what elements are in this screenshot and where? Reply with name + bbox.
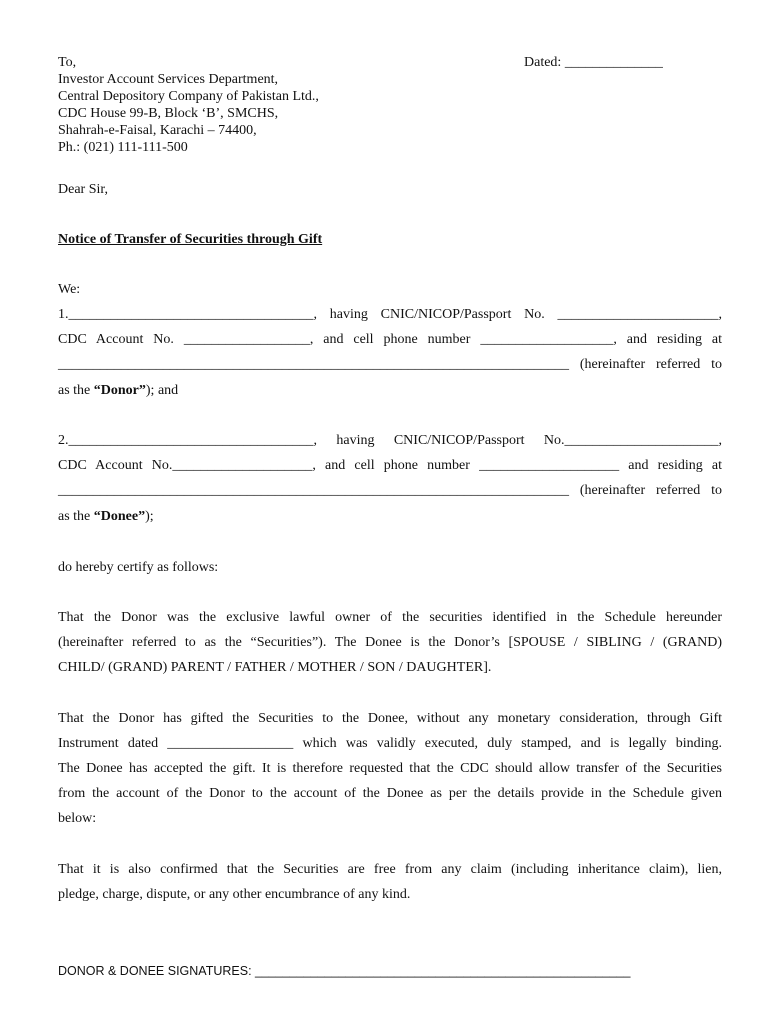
address-line: Investor Account Services Department, <box>58 72 279 87</box>
signatures-line: DONOR & DONEE SIGNATURES: ______________________________________________________ <box>58 964 631 978</box>
addressee-to: To, <box>58 55 77 70</box>
donee-line-2: CDC Account No.____________________, and cell phone number ____________________ and residing at <box>58 458 722 473</box>
para3-line: pledge, charge, dispute, or any other encumbrance of any kind. <box>58 887 411 902</box>
para1-line: CHILD/ (GRAND) PARENT / FATHER / MOTHER / SON / DAUGHTER]. <box>58 660 492 675</box>
para2-line: from the account of the Donor to the account of the Donee as per the details provide in the Schedule given <box>58 786 722 801</box>
address-line: Ph.: (021) 111-111-500 <box>58 140 188 155</box>
para2-line: The Donee has accepted the gift. It is therefore requested that the CDC should allow transfer of the Securities <box>58 761 722 776</box>
address-line: Shahrah-e-Faisal, Karachi – 74400, <box>58 123 257 138</box>
address-line: Central Depository Company of Pakistan Ltd., <box>58 89 319 104</box>
para1-line: That the Donor was the exclusive lawful owner of the securities identified in the Schedule hereunder <box>58 610 722 625</box>
donee-term: “Donee” <box>93 509 146 524</box>
donee-suffix: ); <box>145 509 154 524</box>
para3-line: That it is also confirmed that the Securities are free from any claim (including inheritance claim), lien, <box>58 862 722 877</box>
donee-prefix: as the <box>58 509 94 524</box>
donor-line-4 <box>58 383 178 399</box>
address-line: CDC House 99-B, Block ‘B’, SMCHS, <box>58 106 279 121</box>
donor-line-2: CDC Account No. __________________, and cell phone number ___________________, and residing at <box>58 332 722 347</box>
para1-line: (hereinafter referred to as the “Securities”). The Donee is the Donor’s [SPOUSE / SIBLING / (GRAND) <box>58 635 722 650</box>
salutation: Dear Sir, <box>58 182 108 197</box>
donor-prefix: as the <box>58 383 94 398</box>
donee-line-4 <box>58 509 154 525</box>
donee-line-3: _________________________________________________________________________ (hereinafter referred to <box>58 483 722 498</box>
para2-line: That the Donor has gifted the Securities to the Donee, without any monetary consideration, through Gift <box>58 711 722 726</box>
certify-statement: do hereby certify as follows: <box>58 560 219 575</box>
subject-heading: Notice of Transfer of Securities through Gift <box>58 232 323 247</box>
donor-term: “Donor” <box>93 383 146 398</box>
donee-line-1: 2.___________________________________, having CNIC/NICOP/Passport No.______________________, <box>58 433 722 448</box>
donor-line-3: _________________________________________________________________________ (hereinafter referred to <box>58 357 722 372</box>
donor-line-1: 1.___________________________________, having CNIC/NICOP/Passport No. _______________________, <box>58 307 722 322</box>
para2-line: Instrument dated __________________ which was validly executed, duly stamped, and is legally binding. <box>58 736 722 751</box>
we-label: We: <box>58 282 81 297</box>
dated-field: Dated: ______________ <box>524 55 663 70</box>
donor-suffix: ); and <box>145 383 179 398</box>
para2-line: below: <box>58 811 97 826</box>
